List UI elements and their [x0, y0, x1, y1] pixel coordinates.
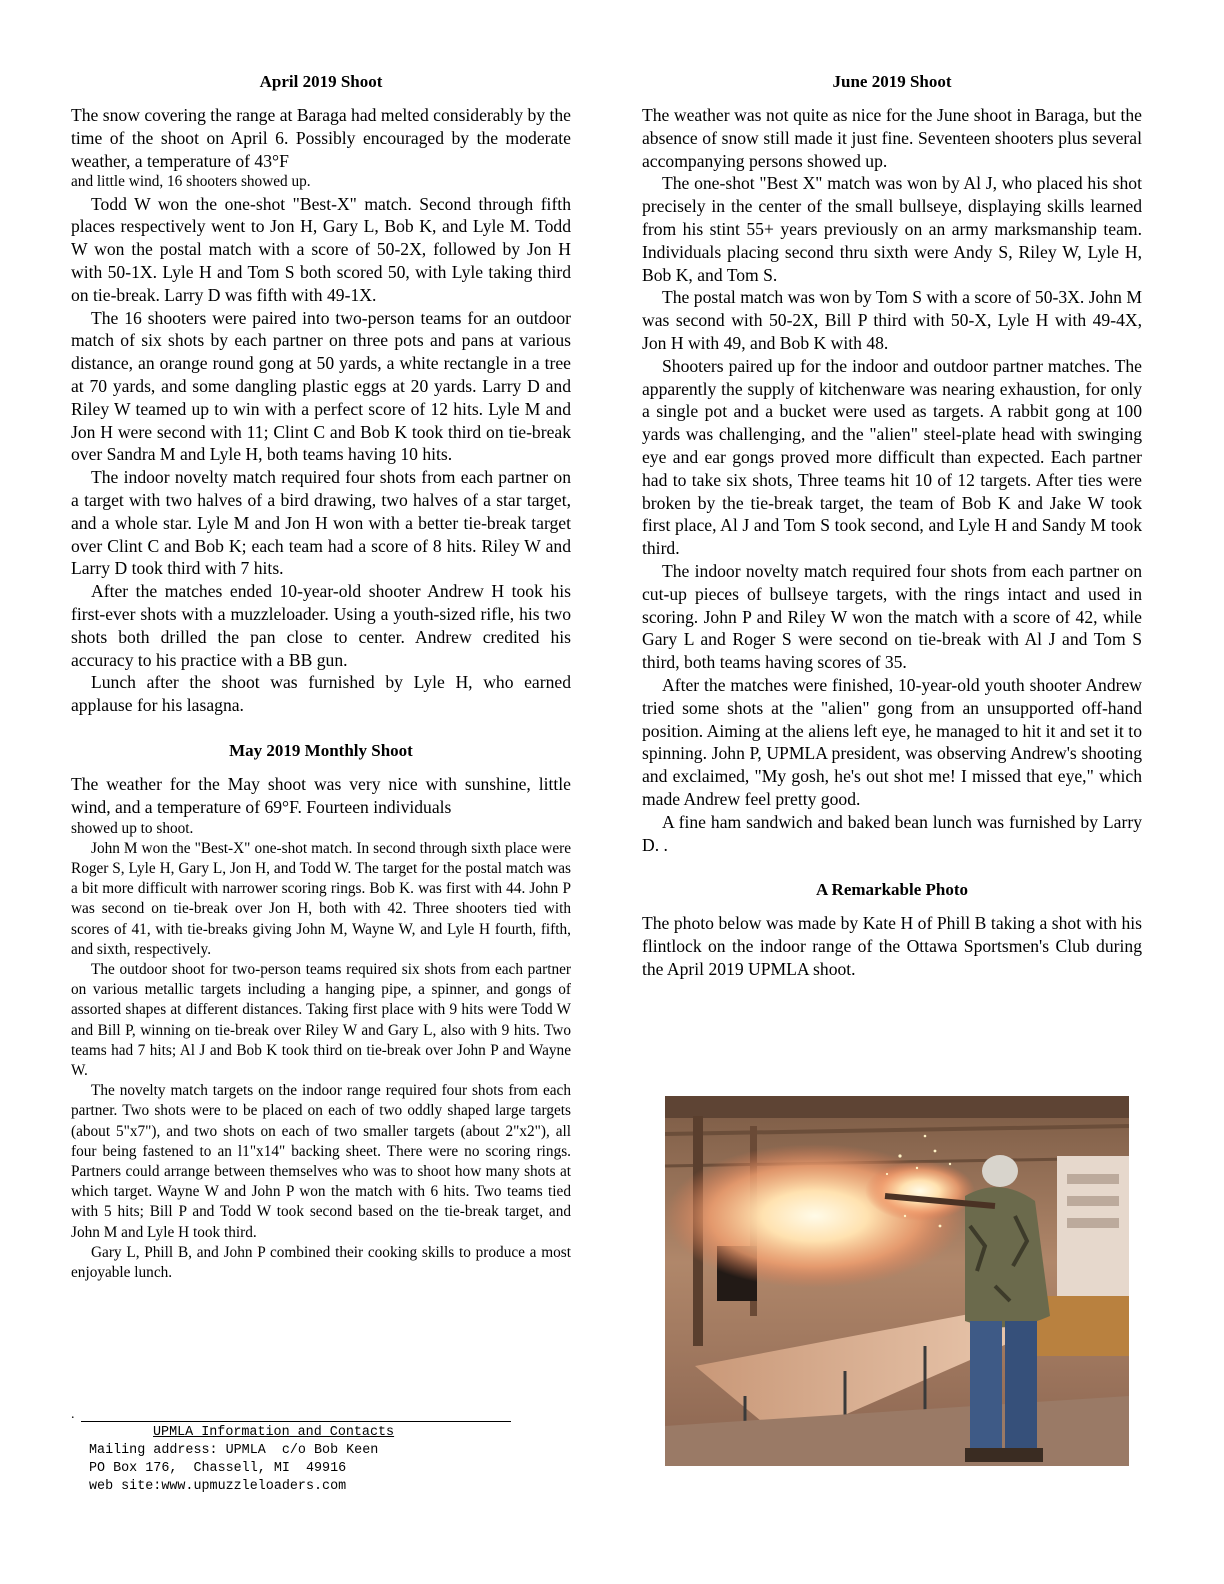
- may-paragraph-3: The outdoor shoot for two-person teams required six shots from each partner on various metallic targets including a hanging pipe, a spinner, and gongs of assorted shapes at different distances. Taking first place with 9 hits were Todd W and Bill P, winning on tie-break over Riley W and Gary L, also with 9 hits. Two teams had 7 hits; Al J and Bob K took third on tie-break over John P and Wayne W.: [71, 960, 571, 1079]
- may-paragraph-4: The novelty match targets on the indoor range required four shots from each partner. Two shots were to be placed on each of two oddly shaped large targets (about 5"x7"), and two shots on each of two smaller targets (about 2"x2"), all four being fastened to an l1"x14" backing sheet. There were no scoring rings. Partners could arrange between themselves who was to shoot how many shots at which target. Wayne W and John P won the match with 6 hits. Two teams tied with 5 hits; Bill P and Todd W took second based on the tie-break target, and John M and Lyle H took third.: [71, 1082, 571, 1241]
- may-paragraph-2: John M won the "Best-X" one-shot match. In second through sixth place were Roger S, Lyle H, Gary L, Jon H, and Todd W. The target for the postal match was a bit more difficult with narrower scoring rings. Bob K. was first with 44. John P was second on tie-break over Jon H, both with 42. Three shooters tied with scores of 41, with tie-breaks giving John M, Wayne W, and Lyle H fourth, fifth, and sixth, respectively.: [71, 839, 571, 958]
- june-heading: June 2019 Shoot: [832, 72, 952, 91]
- contact-website: web site:www.upmuzzleloaders.com: [89, 1479, 347, 1494]
- may-paragraph-1: The weather for the May shoot was very nice with sunshine, little wind, and a temperature of 69°F. Fourteen individuals: [71, 773, 571, 817]
- april-heading: April 2019 Shoot: [259, 72, 383, 91]
- june-paragraph-2: The one-shot "Best X" match was won by Al J, who placed his shot precisely in the center of the small bullseye, displaying skills learned from his stint 55+ years previously on an army marksmanship team. Individuals placing second thru sixth were Andy S, Riley W, Lyle H, Bob K, and Tom S.: [642, 173, 1142, 285]
- may-paragraph-1-end: showed up to shoot.: [71, 819, 194, 837]
- may-heading: May 2019 Monthly Shoot: [229, 740, 413, 760]
- april-paragraph-1: The snow covering the range at Baraga had melted considerably by the time of the shoot on April 6. Possibly encouraged by the moderate weather, a temperature of 43°F: [71, 105, 571, 171]
- april-paragraph-6: Lunch after the shoot was furnished by Lyle H, who earned applause for his lasagna.: [71, 672, 571, 716]
- photo-caption: The photo below was made by Kate H of Phill B taking a shot with his flintlock on the indoor range of the Ottawa Sportsmen's Club during the April 2019 UPMLA shoot.: [642, 913, 1142, 979]
- contact-po-box: PO Box 176, Chassell, MI 49916: [89, 1461, 347, 1476]
- april-paragraph-5: After the matches ended 10-year-old shooter Andrew H took his first-ever shots with a muzzleloader. Using a youth-sized rifle, his two shots both drilled the pan close to center. Andrew credited his accuracy to his practice with a BB gun.: [71, 581, 571, 670]
- contact-divider: [81, 1421, 511, 1422]
- june-paragraph-7: A fine ham sandwich and baked bean lunch was furnished by Larry D. .: [642, 811, 1142, 855]
- contact-title: UPMLA Information and Contacts: [153, 1425, 395, 1440]
- left-column: [71, 70, 571, 1283]
- june-paragraph-3: The postal match was won by Tom S with a score of 50-3X. John M was second with 50-2X, Bill P third with 50-X, Lyle H with 49-4X, Jon H with 49, and Bob K with 48.: [642, 287, 1142, 353]
- right-column: [642, 70, 1142, 981]
- contact-rule: [71, 1407, 511, 1424]
- june-paragraph-4: Shooters paired up for the indoor and outdoor partner matches. The apparently the supply of kitchenware was nearing exhaustion, for only a single pot and a bucket were used as targets. A rabbit gong at 100 yards was challenging, and the "alien" steel-plate head with swinging eye and ear gongs proved more difficult than expected. Each partner had to take six shots, Three teams hit 10 of 12 targets. After ties were broken by the tie-break target, the team of Bob K and Jake W took first place, Al J and Tom S took second, and Lyle H and Sandy M took third.: [642, 355, 1142, 559]
- contact-mailing-address: Mailing address: UPMLA c/o Bob Keen: [89, 1443, 379, 1458]
- april-paragraph-4: The indoor novelty match required four shots from each partner on a target with two halves of a bird drawing, two halves of a star target, and a whole star. Lyle M and Jon H won with a better tie-break target over Clint C and Bob K; each team had a score of 8 hits. Riley W and Larry D took third with 7 hits.: [71, 467, 571, 579]
- photo-heading: A Remarkable Photo: [815, 880, 969, 900]
- june-paragraph-6: After the matches were finished, 10-year-old youth shooter Andrew tried some shots at the "alien" gong from an unsupported off-hand position. Aiming at the aliens left eye, he managed to hit it and set it to spinning. John P, UPMLA president, was observing Andrew's shooting and exclaimed, "My gosh, he's out shot me! I missed that eye," which made Andrew feel pretty good.: [642, 674, 1142, 809]
- flintlock-photo: [665, 1096, 1129, 1466]
- may-paragraph-5: Gary L, Phill B, and John P combined their cooking skills to produce a most enjoyable lunch.: [71, 1243, 571, 1281]
- june-paragraph-1: The weather was not quite as nice for the June shoot in Baraga, but the absence of snow still made it just fine. Seventeen shooters plus several accompanying persons showed up.: [642, 105, 1142, 171]
- april-paragraph-3: The 16 shooters were paired into two-person teams for an outdoor match of six shots by each partner on three pots and pans at various distance, an orange round gong at 50 yards, a white rectangle in a tree at 70 yards, and some dangling plastic eggs at 20 yards. Larry D and Riley W teamed up to win with a perfect score of 12 hits. Lyle M and Jon H were second with 11; Clint C and Bob K took third on tie-break over Sandra M and Lyle H, both teams having 10 hits.: [71, 307, 571, 465]
- april-paragraph-2: Todd W won the one-shot "Best-X" match. Second through fifth places respectively went to Jon H, Gary L, Bob K, and Lyle M. Todd W won the postal match with a score of 50-2X, followed by Jon H with 50-1X. Lyle H and Tom S both scored 50, with Lyle taking third on tie-break. Larry D was fifth with 49-1X.: [71, 193, 571, 305]
- june-paragraph-5: The indoor novelty match required four shots from each partner on cut-up pieces of bullseye targets, with the rings intact and used in scoring. John P and Riley W won the match with a score of 42, while Gary L and Roger S were second on tie-break with Al J and Tom S third, both teams having scores of 35.: [642, 560, 1142, 673]
- contact-box: [71, 1407, 511, 1496]
- contact-dot: .: [71, 1407, 75, 1422]
- april-paragraph-1-end: and little wind, 16 shooters showed up.: [71, 173, 311, 191]
